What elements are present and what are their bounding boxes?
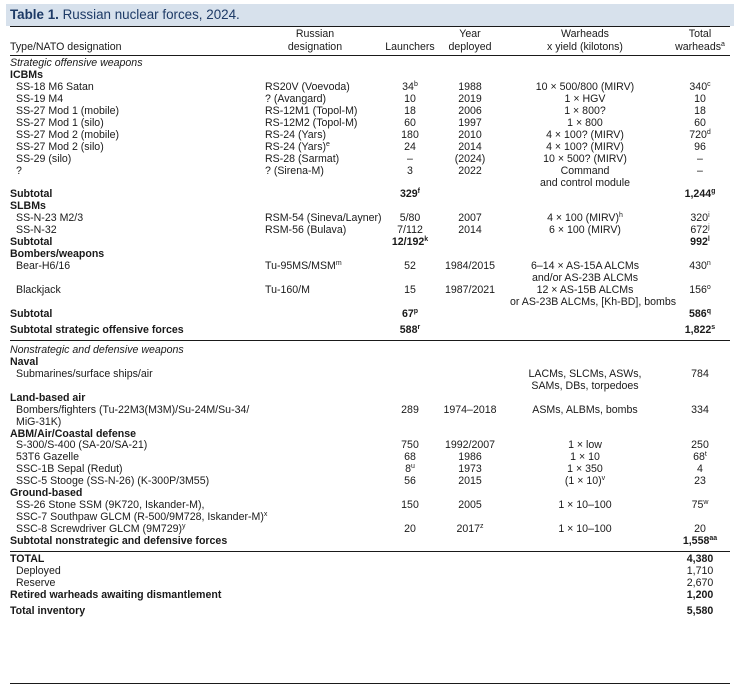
cell-year-text: 1997 <box>458 116 482 129</box>
cell-warheads-text: 1 × 10–100 <box>558 523 612 536</box>
cell-launchers-text: 289 <box>401 403 419 416</box>
cell-total-text: 430 <box>689 260 707 273</box>
cell-total-text: – <box>697 164 703 177</box>
cell-name <box>10 589 221 602</box>
cell-year <box>430 475 510 488</box>
cell-ru-text: RS-12M1 (Topol-M) <box>265 104 358 117</box>
cell-label-text: Nonstrategic and defensive weapons <box>10 343 184 356</box>
footnote-marker: m <box>335 260 342 268</box>
table-caption: Russian nuclear forces, 2024. <box>62 7 240 22</box>
cell-label-text: Strategic offensive weapons <box>10 57 143 69</box>
cell-warheads-text: 1 × 10–100 <box>558 499 612 512</box>
cell-name2-text: MiG-31K) <box>16 415 62 428</box>
cell-year <box>430 523 510 536</box>
cell-year <box>430 404 510 417</box>
cell-name <box>10 605 85 618</box>
footnote-marker: w <box>703 499 709 507</box>
cell-name <box>16 260 70 273</box>
section-rule <box>10 340 730 341</box>
cell-label-text: Bombers/weapons <box>10 248 105 261</box>
cell-warheads2 <box>510 296 677 309</box>
cell-year <box>430 260 510 273</box>
cell-name-text: Subtotal <box>10 236 53 249</box>
cell-ru-text: RS-24 (Yars) <box>265 128 327 141</box>
cell-ru-text: RS-24 (Yars) <box>265 140 327 153</box>
cell-total-text: 340 <box>689 80 708 93</box>
cell-total-text: 1,822 <box>684 323 712 336</box>
cell-label-text: Land-based air <box>10 391 86 404</box>
cell-total <box>665 236 735 249</box>
cell-warheads-text: 10 × 500? (MIRV) <box>543 152 627 165</box>
cell-total-text: 1,558 <box>682 535 710 548</box>
footnote-marker: s <box>711 323 716 331</box>
cell-total-text: 2,670 <box>686 576 714 589</box>
cell-total-text: 250 <box>691 439 709 452</box>
cell-warheads-text: 12 × AS-15B ALCMs <box>536 284 634 297</box>
cell-year-text: 2007 <box>458 212 482 225</box>
cell-warheads <box>510 499 660 512</box>
cell-launchers-text: 10 <box>404 92 416 105</box>
cell-total-text: – <box>697 152 703 165</box>
cell-year-text: 2022 <box>458 164 482 177</box>
cell-year-text: 2014 <box>458 224 482 237</box>
cell-label-text: SLBMs <box>10 200 46 213</box>
footnote-marker: y <box>182 523 186 531</box>
cell-name-text: SS-27 Mod 1 (silo) <box>16 116 104 129</box>
footnote-marker: k <box>424 236 429 244</box>
cell-year-text: 2017 <box>456 523 481 536</box>
cell-warheads <box>510 224 660 237</box>
cell-name-text: Subtotal nonstrategic and defensive forces <box>10 535 228 548</box>
cell-label-text: Naval <box>10 355 39 368</box>
cell-launchers-text: 60 <box>404 116 416 129</box>
bottom-rule <box>10 683 730 684</box>
cell-ru <box>265 260 342 273</box>
cell-warheads-text: (1 × 10) <box>564 475 602 488</box>
cell-name <box>10 535 227 548</box>
cell-warheads-text: 1 × 800? <box>564 104 606 117</box>
cell-name-text: S-300/S-400 (SA-20/SA-21) <box>16 439 148 452</box>
cell-total-text: 586 <box>689 307 707 320</box>
footnote-marker: z <box>480 523 484 531</box>
cell-total-text: 334 <box>691 403 709 416</box>
cell-total <box>665 165 735 178</box>
cell-ru-text: Tu-160/M <box>265 284 310 297</box>
cell-launchers-text: 150 <box>401 499 419 512</box>
cell-name-text: ? <box>16 164 22 177</box>
cell-warheads2-text: SAMs, DBs, torpedoes <box>531 379 639 392</box>
cell-warheads-text: 6 × 100 (MIRV) <box>549 224 621 237</box>
cell-name-text: Deployed <box>16 564 61 577</box>
cell-year <box>430 165 510 178</box>
footnote-marker: j <box>708 224 710 232</box>
cell-total-text: 18 <box>694 104 706 117</box>
cell-year <box>430 224 510 237</box>
cell-name-text: SS-N-23 M2/3 <box>16 212 84 225</box>
footnote-marker: i <box>708 212 710 220</box>
header-year-line2: deployed <box>448 41 492 53</box>
header-total-line1: Total <box>688 28 712 40</box>
top-rule <box>10 26 730 27</box>
cell-warheads-text: 1 × 800 <box>567 116 603 129</box>
cell-warheads-text: 4 × 100? (MIRV) <box>546 128 624 141</box>
cell-launchers-text: 5/80 <box>399 212 421 225</box>
cell-year-text: (2024) <box>454 152 486 165</box>
cell-ru-text: RS-12M2 (Topol-M) <box>265 116 358 129</box>
cell-ru-text: RSM-54 (Sineva/Layner) <box>265 212 382 225</box>
cell-name-text: SS-18 M6 Satan <box>16 80 94 93</box>
cell-warheads-text: 1 × low <box>568 439 602 452</box>
cell-launchers-text: 7/112 <box>397 224 423 237</box>
cell-launchers <box>380 188 440 201</box>
cell-name-text: SS-N-32 <box>16 224 57 237</box>
cell-name-text: SS-27 Mod 2 (silo) <box>16 140 104 153</box>
cell-total-text: 784 <box>691 367 709 380</box>
cell-year-text: 2019 <box>458 92 482 105</box>
cell-name <box>16 165 22 178</box>
cell-launchers-text: 20 <box>404 523 416 536</box>
cell-name-text: SS-27 Mod 1 (mobile) <box>16 104 120 117</box>
header-total-sup: a <box>721 41 725 48</box>
section-rule <box>10 551 730 552</box>
cell-ru <box>265 165 324 178</box>
footnote-marker: d <box>706 128 711 136</box>
cell-launchers <box>380 236 440 249</box>
cell-name-text: Retired warheads awaiting dismantlement <box>10 588 222 601</box>
cell-total <box>665 475 735 488</box>
cell-launchers-text: 8 <box>405 463 411 476</box>
cell-year-text: 2010 <box>458 128 482 141</box>
cell-total <box>665 368 735 381</box>
cell-year-text: 1974–2018 <box>443 403 497 416</box>
footnote-marker: g <box>711 188 716 196</box>
cell-label-text: ICBMs <box>10 68 43 81</box>
table-title <box>10 7 240 23</box>
cell-name-text: SSC-5 Stooge (SS-N-26) (K-300P/3M55) <box>16 475 210 488</box>
cell-year-text: 1986 <box>458 451 482 464</box>
cell-warheads-text: 6–14 × AS-15A ALCMs <box>530 260 640 273</box>
cell-total <box>665 535 735 548</box>
cell-warheads <box>510 475 660 488</box>
header-russian <box>260 28 370 54</box>
cell-warheads-text: 4 × 100? (MIRV) <box>546 140 624 153</box>
cell-launchers-text: – <box>407 152 413 165</box>
cell-name-text: Subtotal strategic offensive forces <box>10 323 184 336</box>
cell-name-text: Subtotal <box>10 188 53 201</box>
cell-ru-text: Tu-95MS/MSM <box>265 260 336 273</box>
cell-total <box>665 260 735 273</box>
cell-name-text: 53T6 Gazelle <box>16 451 80 464</box>
cell-total <box>665 605 735 618</box>
cell-warheads-text: 1 × 10 <box>570 451 600 464</box>
cell-launchers-text: 3 <box>407 164 413 177</box>
header-rule <box>10 55 730 56</box>
cell-total-text: 4 <box>697 463 703 476</box>
cell-total-text: 75 <box>691 499 704 512</box>
cell-total-text: 992 <box>690 236 708 249</box>
cell-launchers-text: 15 <box>404 284 416 297</box>
footnote-marker: f <box>417 188 421 196</box>
cell-launchers <box>380 324 440 337</box>
cell-name <box>16 368 153 381</box>
cell-total-text: 156 <box>689 284 707 297</box>
cell-launchers-text: 180 <box>401 128 419 141</box>
cell-year-text: 1984/2015 <box>444 260 496 273</box>
cell-warheads-text: 4 × 100 (MIRV) <box>547 212 620 225</box>
cell-name <box>10 324 184 337</box>
cell-total-text: 4,380 <box>686 553 714 565</box>
cell-launchers-text: 18 <box>404 104 416 117</box>
footnote-marker: c <box>707 80 711 88</box>
cell-year-text: 1987/2021 <box>444 284 496 297</box>
cell-label-text: Ground-based <box>10 487 83 500</box>
cell-total-text: 96 <box>694 140 706 153</box>
cell-total-text: 720 <box>689 128 707 141</box>
footnote-marker: aa <box>709 535 718 543</box>
cell-name-text: SS-26 Stone SSM (9K720, Iskander-M), <box>16 499 205 512</box>
cell-ru-text: RS-28 (Sarmat) <box>265 152 340 165</box>
cell-name-text: Total inventory <box>10 604 86 617</box>
header-year <box>430 28 510 54</box>
cell-warheads2 <box>510 177 660 190</box>
cell-warheads <box>510 523 660 536</box>
cell-year-text: 2014 <box>458 140 482 153</box>
footnote-marker: e <box>326 140 330 148</box>
cell-year-text: 2006 <box>458 104 482 117</box>
cell-name <box>10 308 52 321</box>
cell-total-text: 60 <box>694 116 706 129</box>
footnote-marker: b <box>413 80 418 88</box>
footnote-marker: r <box>417 323 421 331</box>
header-warheads-line2: x yield (kilotons) <box>547 41 623 53</box>
cell-year-text: 1973 <box>458 463 482 476</box>
cell-ru <box>265 224 346 237</box>
header-russian-line1: Russian <box>295 28 335 40</box>
header-total-line2 <box>665 41 735 54</box>
header-launchers: Launchers <box>385 41 435 53</box>
cell-launchers-text: 52 <box>404 260 416 273</box>
cell-name <box>16 153 71 166</box>
footnote-marker: p <box>413 307 419 315</box>
cell-launchers <box>380 308 440 321</box>
cell-name-text: SS-29 (silo) <box>16 152 72 165</box>
footnote-marker: o <box>706 284 711 292</box>
cell-name-text: Submarines/surface ships/air <box>16 367 153 380</box>
cell-total <box>665 188 735 201</box>
cell-launchers-text: 68 <box>404 451 416 464</box>
cell-total <box>665 324 735 337</box>
cell-year-text: 1992/2007 <box>444 439 496 452</box>
cell-warheads-text: 10 × 500/800 (MIRV) <box>535 80 635 93</box>
cell-warheads-text: 1 × HGV <box>564 92 606 105</box>
table-label: Table 1. <box>10 7 59 22</box>
header-year-line1: Year <box>459 28 481 40</box>
cell-total-text: 5,580 <box>686 604 714 617</box>
cell-warheads-text: 1 × 350 <box>567 463 603 476</box>
cell-warheads2 <box>510 380 660 393</box>
cell-name-text: Bombers/fighters (Tu-22M3(M3M)/Su-24M/Su-34/ <box>16 403 250 416</box>
cell-warheads2-text: or AS-23B ALCMs, [Kh-BD], bombs <box>510 296 677 308</box>
cell-launchers-text: 34 <box>402 80 414 93</box>
cell-launchers-text: 12/192 <box>391 236 425 249</box>
header-total <box>665 28 735 54</box>
cell-ru <box>265 284 310 297</box>
cell-ru-text: RSM-56 (Bulava) <box>265 224 347 237</box>
cell-launchers-text: 67 <box>401 307 414 320</box>
cell-name-text: Reserve <box>16 576 56 589</box>
cell-name-text: Blackjack <box>16 284 61 297</box>
cell-year <box>430 284 510 297</box>
footnote-marker: u <box>411 463 415 471</box>
cell-name-text: TOTAL <box>10 553 45 565</box>
cell-warheads2-text: and control module <box>539 176 631 189</box>
header-warheads <box>520 28 650 54</box>
cell-year-text: 1988 <box>458 80 482 93</box>
header-russian-line2: designation <box>287 41 343 53</box>
cell-total-text: 10 <box>694 92 706 105</box>
cell-name-text: SS-19 M4 <box>16 92 64 105</box>
cell-warheads-text: ASMs, ALBMs, bombs <box>532 403 638 416</box>
cell-total <box>665 404 735 417</box>
footnote-marker: n <box>706 260 711 268</box>
footnote-marker: l <box>707 236 710 244</box>
cell-name2-text: SSC-7 Southpaw GLCM (R-500/9M728, Iskander-M) <box>16 511 264 524</box>
cell-total-text: 1,244 <box>684 188 712 201</box>
footnote-marker: h <box>619 212 623 220</box>
cell-launchers-text: 750 <box>401 439 419 452</box>
cell-year <box>430 499 510 512</box>
cell-launchers-text: 24 <box>404 140 416 153</box>
cell-ru-text: ? (Sirena-M) <box>265 164 324 177</box>
footnote-marker: t <box>704 451 707 459</box>
cell-ru-text: ? (Avangard) <box>265 92 327 105</box>
cell-launchers-text: 56 <box>404 475 416 488</box>
cell-total-text: 1,200 <box>686 588 714 601</box>
cell-total-text: 68 <box>693 451 705 464</box>
cell-total <box>665 284 735 297</box>
cell-total <box>665 499 735 512</box>
cell-name-text: SSC-1B Sepal (Redut) <box>16 463 123 476</box>
cell-total <box>665 589 735 602</box>
cell-name-text: Bear-H6/16 <box>16 260 71 273</box>
cell-total-text: 20 <box>694 523 706 536</box>
footnote-marker: v <box>601 475 606 483</box>
cell-name-text: SS-27 Mod 2 (mobile) <box>16 128 120 141</box>
cell-warheads <box>510 404 660 417</box>
cell-name-text: Subtotal <box>10 307 53 320</box>
footnote-marker: q <box>706 307 711 315</box>
cell-warheads2-text: and/or AS-23B ALCMs <box>532 272 638 285</box>
cell-ru-text: RS20V (Voevoda) <box>265 80 350 93</box>
header-warheads-line1: Warheads <box>561 28 609 40</box>
header-total-text: warheads <box>675 41 722 53</box>
header-type: Type/NATO designation <box>10 41 122 53</box>
cell-total-text: 1,710 <box>686 564 714 577</box>
cell-year-text: 2005 <box>458 499 482 512</box>
cell-warheads-text: LACMs, SLCMs, ASWs, <box>528 367 642 380</box>
cell-total <box>665 308 735 321</box>
cell-total-text: 23 <box>694 475 706 488</box>
cell-total-text: 320 <box>690 212 709 225</box>
cell-total-text: 672 <box>690 224 709 237</box>
cell-year-text: 2015 <box>458 475 482 488</box>
cell-name <box>16 284 61 297</box>
cell-launchers-text: 329 <box>399 188 418 201</box>
cell-warheads-text: Command <box>560 164 610 177</box>
cell-name-text: SSC-8 Screwdriver GLCM (9M729) <box>16 523 183 536</box>
footnote-marker: x <box>263 511 268 519</box>
cell-label-text: ABM/Air/Coastal defense <box>10 427 136 440</box>
cell-launchers-text: 588 <box>399 323 418 336</box>
